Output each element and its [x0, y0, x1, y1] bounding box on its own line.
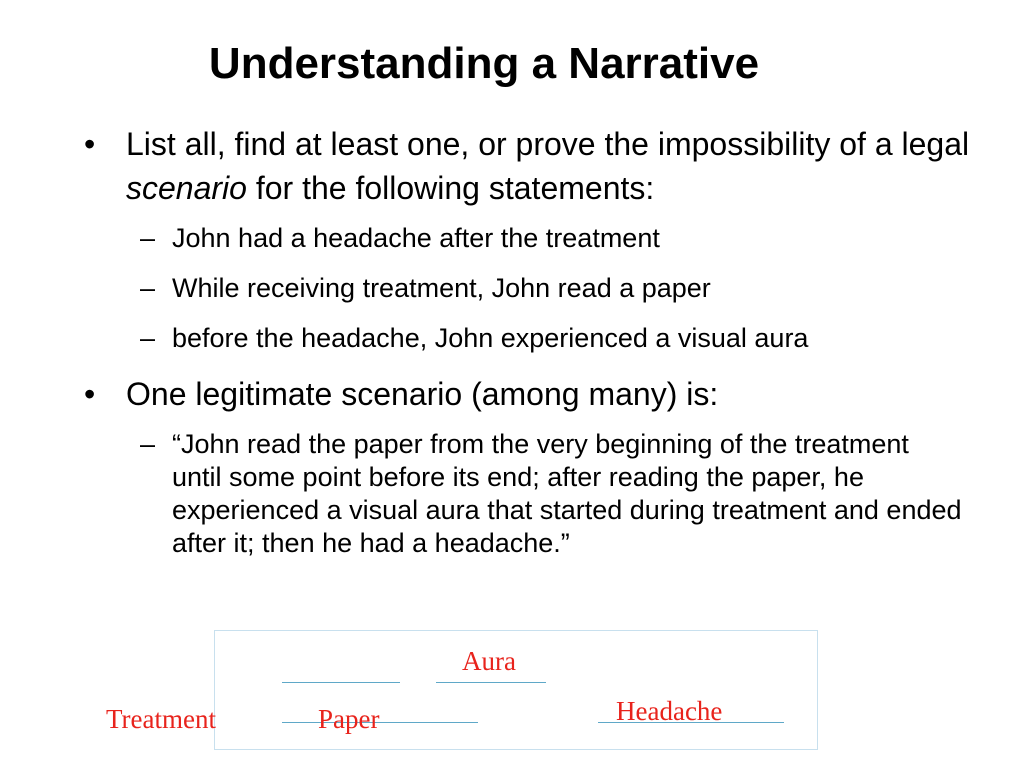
dash-icon: – [140, 273, 156, 303]
slide-title: Understanding a Narrative [208, 39, 760, 88]
timeline-line-paper [282, 722, 478, 723]
bullet-icon: • [84, 126, 96, 162]
sub-bullet-text: “John read the paper from the very beginning of the treatment until some point before its end; after reading the paper, he experienced a visual aura that started during treatment and ended after it; then he had a headache.” [172, 429, 962, 558]
dash-icon: – [140, 429, 156, 459]
timeline-line-aura [436, 682, 546, 683]
timeline-line-treatment [282, 682, 400, 683]
dash-icon: – [140, 323, 156, 353]
bullet-emphasis: scenario [126, 170, 247, 206]
bullet-text: List all, find at least one, or prove the impossibility of a legal [126, 126, 970, 162]
sub-bullet-item [84, 272, 984, 305]
sub-bullet-text: While receiving treatment, John read a paper [172, 273, 711, 303]
sub-bullet-item [84, 322, 984, 355]
timeline-label-treatment: Treatment [106, 704, 216, 734]
slide-body [84, 122, 984, 560]
sub-bullet-text: before the headache, John experienced a visual aura [172, 323, 809, 353]
sub-bullet-item [84, 222, 984, 255]
timeline-label-aura: Aura [462, 646, 516, 676]
dash-icon: – [140, 223, 156, 253]
timeline-label-paper: Paper [318, 704, 380, 734]
bullet-text: One legitimate scenario (among many) is: [126, 376, 719, 412]
sub-bullet-item [84, 428, 962, 560]
bullet-item [84, 122, 984, 210]
bullet-text-tail: for the following statements: [246, 170, 655, 206]
bullet-icon: • [84, 376, 96, 412]
timeline-diagram-box [214, 630, 818, 750]
sub-bullet-text: John had a headache after the treatment [172, 223, 660, 253]
bullet-item [84, 372, 984, 416]
timeline-label-headache: Headache [616, 696, 723, 726]
